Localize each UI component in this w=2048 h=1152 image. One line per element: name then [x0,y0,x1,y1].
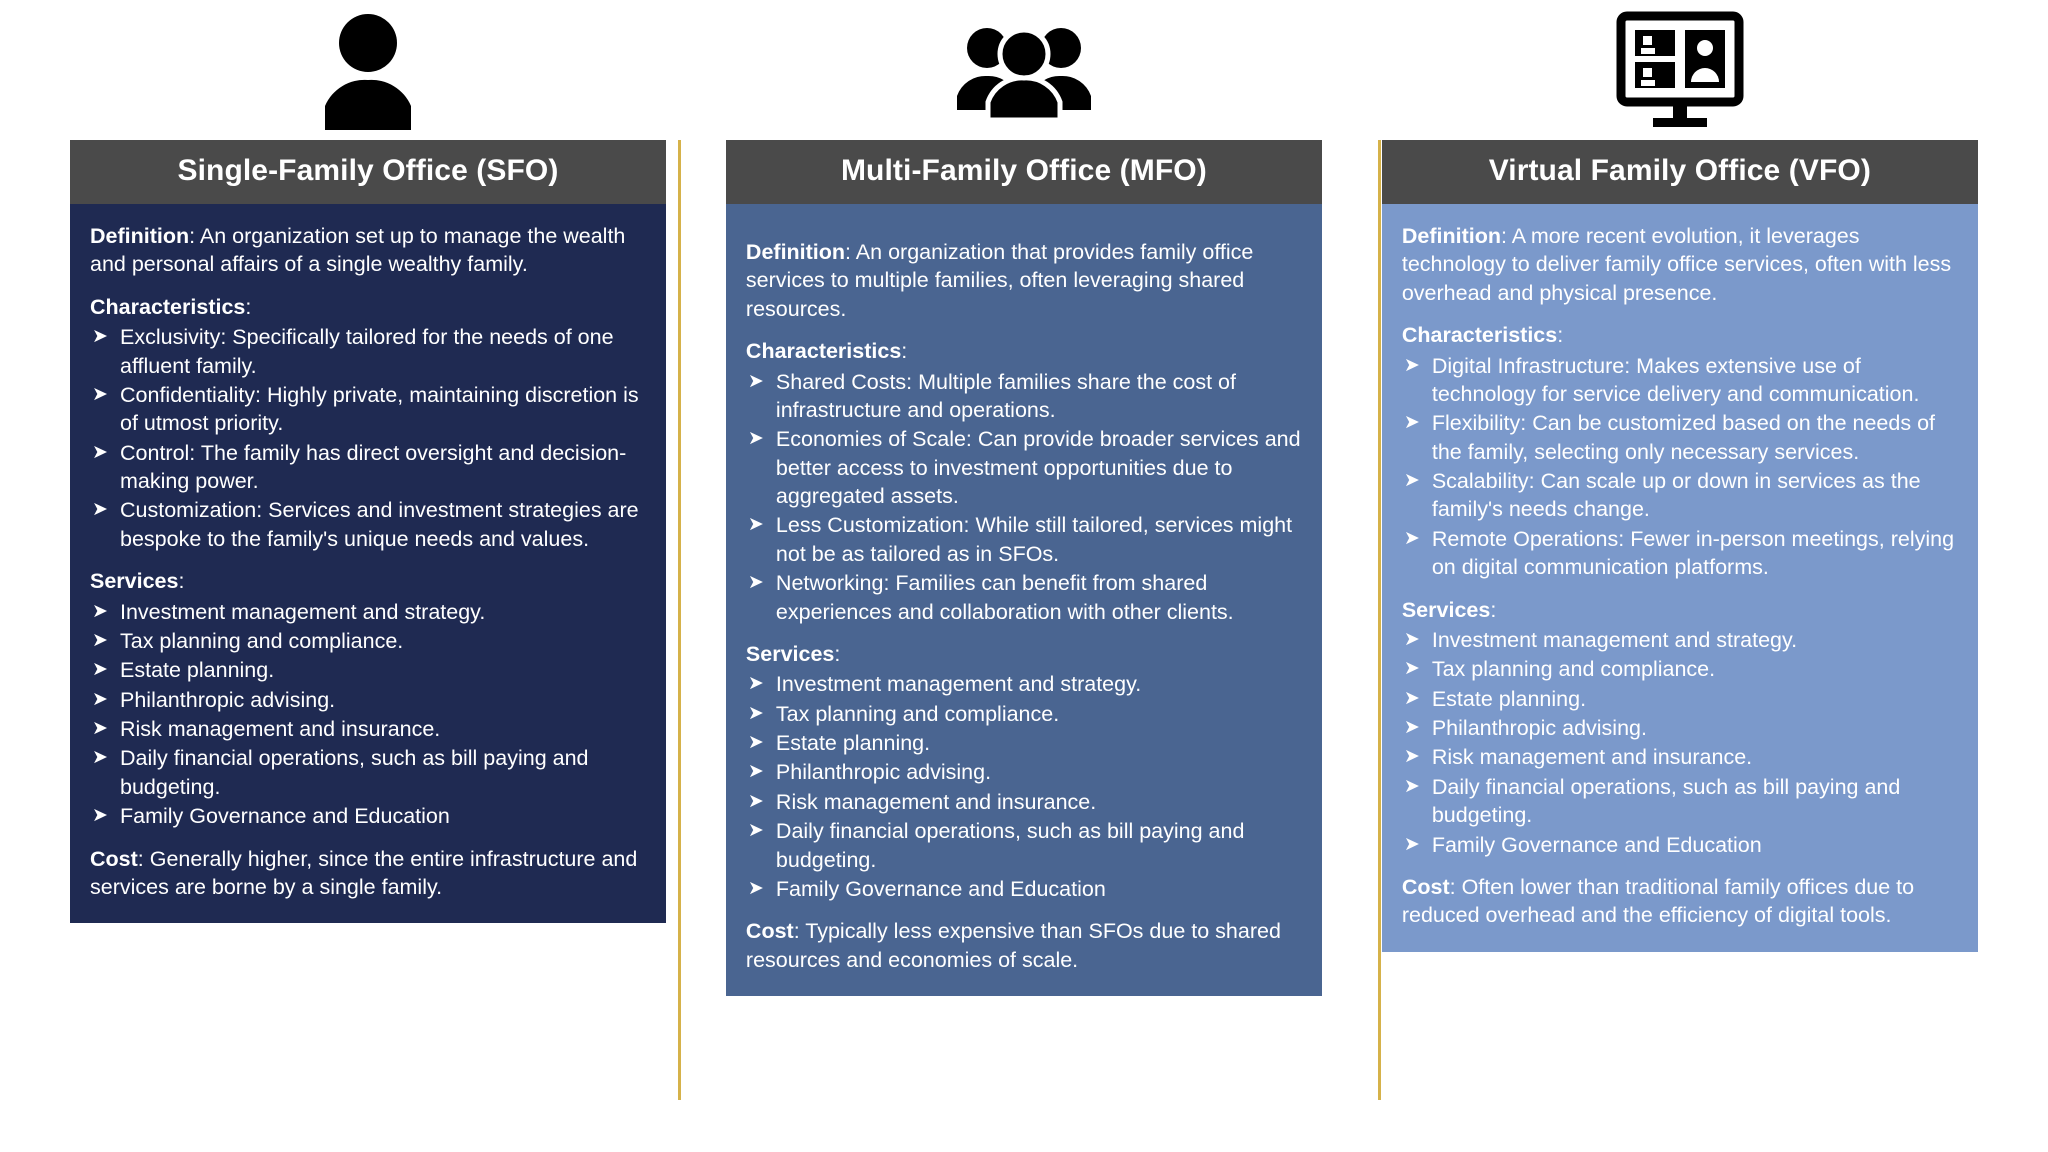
list-item-text: Risk management and insurance. [1431,745,1753,770]
bullet-arrow-icon: ➤ [747,673,764,695]
bullet-arrow-icon: ➤ [747,877,764,899]
list-item [1402,685,1958,713]
services-list [90,598,646,831]
bullet-arrow-icon: ➤ [747,820,764,842]
bullet-arrow-icon: ➤ [1403,833,1420,855]
list-item [1402,773,1958,830]
list-item-text: Exclusivity: Specifically tailored for the needs of one affluent family. [120,325,614,378]
column-body-vfo [1382,204,1978,952]
characteristics-heading-line [746,337,1302,365]
list-item-text: Less Customization: While still tailored, services might not be as tailored as in SFOs. [775,513,1293,566]
characteristics-list [746,368,1302,626]
list-item-text: Customization: Services and investment strategies are bespoke to the family's unique needs and values. [120,498,639,551]
bullet-arrow-icon: ➤ [747,428,764,450]
list-item [90,323,646,380]
bullet-arrow-icon: ➤ [1403,775,1420,797]
bullet-arrow-icon: ➤ [1403,746,1420,768]
section-cost [90,845,646,902]
section-text: : Often lower than traditional family offices due to reduced overhead and the efficiency of digital tools. [1401,874,1915,928]
list-item-text: Estate planning. [1431,686,1587,711]
column-title-sfo: Single-Family Office (SFO) [70,140,666,204]
cost-paragraph [1402,873,1958,930]
single-person-icon [70,0,666,140]
list-item-text: Investment management and strategy. [775,672,1142,697]
list-item-text: Philanthropic advising. [1431,716,1647,740]
list-item-text: Estate planning. [120,658,275,683]
characteristics-list [90,323,646,553]
bullet-arrow-icon: ➤ [1403,658,1420,680]
list-item-text: Tax planning and compliance. [775,701,1060,726]
list-item [1402,352,1958,409]
section-cost [1402,873,1958,930]
column-body-sfo [70,204,666,923]
list-item [90,598,646,626]
list-item [90,715,646,743]
list-item-text: Estate planning. [775,731,931,755]
bullet-arrow-icon: ➤ [92,499,108,521]
list-item [1402,743,1958,771]
bullet-arrow-icon: ➤ [1403,717,1420,738]
section-definition [746,238,1302,323]
column-title-mfo: Multi-Family Office (MFO) [726,140,1322,204]
bullet-arrow-icon: ➤ [747,370,764,392]
list-item-text: Family Governance and Education [775,876,1106,901]
section-services [746,640,1302,903]
video-conference-icon [1382,0,1978,140]
column-body-mfo [726,204,1322,996]
list-item [746,425,1302,510]
list-item [90,496,646,553]
section-heading: Characteristics [745,339,902,364]
list-item-text: Remote Operations: Fewer in-person meetings, relying on digital communication platforms. [1431,526,1955,580]
characteristics-list [1402,352,1958,582]
services-list [1402,626,1958,859]
bullet-arrow-icon: ➤ [1403,470,1420,491]
list-item [1402,626,1958,654]
section-definition [1402,222,1958,307]
bullet-arrow-icon: ➤ [92,383,108,405]
bullet-arrow-icon: ➤ [747,702,764,724]
list-item [746,368,1302,425]
bullet-arrow-icon: ➤ [92,688,108,710]
list-item [90,656,646,684]
section-heading: Characteristics [90,294,246,319]
list-item-text: Risk management and insurance. [775,789,1097,814]
bullet-arrow-icon: ➤ [1403,412,1420,434]
list-item [746,875,1302,903]
section-heading: Services [745,641,835,666]
section-text: : [834,641,841,666]
list-item-text: Philanthropic advising. [775,760,992,785]
section-heading: Characteristics [1401,323,1558,348]
bullet-arrow-icon: ➤ [92,600,108,622]
list-item-text: Family Governance and Education [1431,832,1762,857]
section-cost [746,917,1302,974]
list-item-text: Investment management and strategy. [1431,627,1798,652]
list-item-text: Risk management and insurance. [120,717,441,741]
list-item [1402,831,1958,859]
list-item-text: Daily financial operations, such as bill paying and budgeting. [120,746,589,799]
list-item-text: Daily financial operations, such as bill paying and budgeting. [775,819,1245,872]
list-item [1402,409,1958,466]
list-item-text: Economies of Scale: Can provide broader services and better access to investment opportunities due to aggregated assets. [775,427,1301,508]
bullet-arrow-icon: ➤ [1403,527,1420,549]
bullet-arrow-icon: ➤ [747,761,764,783]
list-item [746,511,1302,568]
list-item [746,569,1302,626]
bullet-arrow-icon: ➤ [92,747,108,769]
list-item [746,788,1302,816]
services-heading-line [90,567,646,595]
section-text: : [1490,597,1497,622]
bullet-arrow-icon: ➤ [92,629,108,651]
list-item [90,744,646,801]
section-heading: Definition [745,240,846,264]
list-item-text: Tax planning and compliance. [1431,657,1716,682]
section-text: : An organization set up to manage the wealth and personal affairs of a single wealthy family. [90,224,626,277]
list-item [90,802,646,830]
definition-paragraph [90,222,646,279]
column-title-vfo: Virtual Family Office (VFO) [1382,140,1978,204]
list-item [746,670,1302,698]
list-item [1402,714,1958,742]
list-item [90,439,646,496]
section-text: : An organization that provides family office services to multiple families, often leveraging shared resources. [745,240,1254,321]
bullet-arrow-icon: ➤ [92,659,108,681]
list-item-text: Digital Infrastructure: Makes extensive use of technology for service delivery and communication. [1431,353,1920,406]
cost-paragraph [746,917,1302,974]
bullet-arrow-icon: ➤ [747,514,764,536]
definition-paragraph [746,238,1302,323]
list-item-text: Control: The family has direct oversight and decision-making power. [120,440,627,493]
bullet-arrow-icon: ➤ [92,441,108,463]
section-characteristics [90,293,646,553]
bullet-arrow-icon: ➤ [747,790,764,812]
bullet-arrow-icon: ➤ [1403,628,1420,650]
list-item-text: Confidentiality: Highly private, maintaining discretion is of utmost priority. [120,382,639,436]
section-heading: Services [90,569,179,594]
section-heading: Cost [745,919,794,944]
list-item-text: Scalability: Can scale up or down in services as the family's needs change. [1431,469,1921,522]
column-sfo [40,0,696,923]
section-text: : [1557,323,1564,348]
list-item [1402,525,1958,582]
section-text: : [245,294,252,319]
section-heading: Services [1401,597,1491,622]
group-people-icon [726,0,1322,140]
list-item-text: Flexibility: Can be customized based on the needs of the family, selecting only necessary services. [1431,411,1935,464]
services-heading-line [746,640,1302,668]
section-text: : [901,339,908,364]
section-text: : A more recent evolution, it leverages technology to deliver family office services, often with less overhead and physical presence. [1401,224,1952,305]
bullet-arrow-icon: ➤ [1403,354,1420,376]
section-heading: Definition [90,224,190,248]
bullet-arrow-icon: ➤ [92,718,108,739]
list-item [746,700,1302,728]
section-services [90,567,646,830]
bullet-arrow-icon: ➤ [1403,687,1420,709]
section-text: : Typically less expensive than SFOs due to shared resources and economies of scale. [745,919,1281,972]
list-item [90,381,646,438]
section-characteristics [1402,321,1958,581]
list-item [746,817,1302,874]
list-item-text: Family Governance and Education [120,804,450,829]
list-item-text: Tax planning and compliance. [120,628,404,653]
list-item-text: Investment management and strategy. [120,599,486,624]
characteristics-heading-line [90,293,646,321]
list-item [90,627,646,655]
services-heading-line [1402,596,1958,624]
cost-paragraph [90,845,646,902]
list-item [90,686,646,714]
section-characteristics [746,337,1302,626]
column-vfo [1352,0,2008,952]
section-text: : [178,569,185,594]
list-item-text: Philanthropic advising. [120,687,336,712]
section-heading: Cost [1401,874,1450,899]
bullet-arrow-icon: ➤ [92,326,108,348]
section-heading: Cost [90,846,138,871]
characteristics-heading-line [1402,321,1958,349]
list-item [746,758,1302,786]
list-item-text: Daily financial operations, such as bill paying and budgeting. [1431,774,1901,828]
services-list [746,670,1302,903]
bullet-arrow-icon: ➤ [747,732,764,753]
list-item [1402,467,1958,524]
section-heading: Definition [1401,224,1501,248]
list-item-text: Networking: Families can benefit from shared experiences and collaboration with other clients. [775,571,1234,624]
bullet-arrow-icon: ➤ [747,572,764,594]
list-item [746,729,1302,757]
list-item-text: Shared Costs: Multiple families share the cost of infrastructure and operations. [775,369,1236,422]
section-services [1402,596,1958,859]
definition-paragraph [1402,222,1958,307]
list-item [1402,655,1958,683]
section-definition [90,222,646,279]
bullet-arrow-icon: ➤ [92,805,108,827]
column-mfo [696,0,1352,996]
section-text: : Generally higher, since the entire infrastructure and services are borne by a single family. [90,846,638,899]
